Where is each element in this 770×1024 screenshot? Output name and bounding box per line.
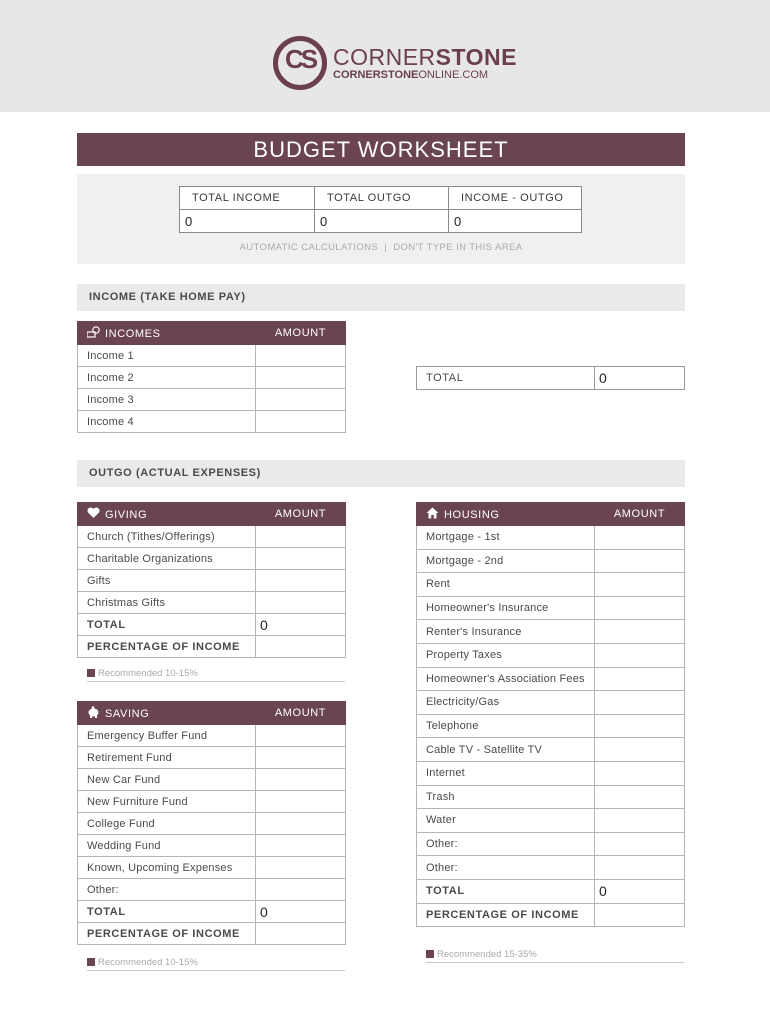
saving-amount-input[interactable] (256, 879, 346, 901)
giving-row-label: Charitable Organizations (78, 548, 256, 570)
giving-table (77, 502, 346, 658)
housing-amount-header: AMOUNT (595, 503, 685, 526)
saving-table (77, 701, 346, 945)
housing-amount-input[interactable] (595, 620, 685, 644)
giving-row-label: Church (Tithes/Offerings) (78, 526, 256, 548)
incomes-amount-header: AMOUNT (256, 322, 346, 345)
total-income-value: 0 (180, 210, 315, 233)
saving-header: SAVING (78, 702, 256, 725)
saving-percent-label: PERCENTAGE OF INCOME (78, 923, 256, 945)
giving-amount-input[interactable] (256, 548, 346, 570)
saving-row-label: Other: (78, 879, 256, 901)
housing-row-label: Mortgage - 1st (417, 526, 595, 550)
income-amount-input[interactable] (256, 411, 346, 433)
housing-amount-input[interactable] (595, 526, 685, 550)
housing-amount-input[interactable] (595, 809, 685, 833)
housing-amount-input[interactable] (595, 549, 685, 573)
giving-row-label: Gifts (78, 570, 256, 592)
giving-recommended: Recommended 10-15% (87, 668, 345, 682)
saving-recommended: Recommended 10-15% (87, 957, 345, 971)
saving-row-label: New Furniture Fund (78, 791, 256, 813)
giving-amount-input[interactable] (256, 570, 346, 592)
housing-amount-input[interactable] (595, 761, 685, 785)
giving-percent-value (256, 636, 346, 658)
housing-row-label: Other: (417, 832, 595, 856)
incomes-header: INCOMES (78, 322, 256, 345)
income-total-label: TOTAL (417, 367, 595, 390)
saving-row-label: Emergency Buffer Fund (78, 725, 256, 747)
heart-icon (87, 507, 100, 519)
header-band (0, 0, 770, 112)
giving-total-value: 0 (256, 614, 346, 636)
saving-amount-input[interactable] (256, 747, 346, 769)
page-title: BUDGET WORKSHEET (77, 133, 685, 166)
info-icon (426, 950, 434, 958)
housing-row-label: Other: (417, 856, 595, 880)
housing-amount-input[interactable] (595, 856, 685, 880)
housing-row-label: Rent (417, 573, 595, 597)
saving-total-label: TOTAL (78, 901, 256, 923)
saving-row-label: College Fund (78, 813, 256, 835)
giving-amount-input[interactable] (256, 592, 346, 614)
housing-row-label: Water (417, 809, 595, 833)
housing-row-label: Property Taxes (417, 643, 595, 667)
housing-percent-value (595, 903, 685, 927)
housing-amount-input[interactable] (595, 643, 685, 667)
housing-row-label: Cable TV - Satellite TV (417, 738, 595, 762)
saving-row-label: Known, Upcoming Expenses (78, 857, 256, 879)
total-income-header: TOTAL INCOME (180, 187, 315, 210)
income-amount-input[interactable] (256, 389, 346, 411)
saving-total-value: 0 (256, 901, 346, 923)
income-minus-outgo-value: 0 (449, 210, 582, 233)
income-row-label: Income 1 (78, 345, 256, 367)
saving-amount-input[interactable] (256, 835, 346, 857)
housing-total-value: 0 (595, 879, 685, 903)
saving-amount-header: AMOUNT (256, 702, 346, 725)
incomes-table (77, 321, 346, 433)
info-icon (87, 958, 95, 966)
giving-header: GIVING (78, 503, 256, 526)
housing-row-label: Homeowner's Association Fees (417, 667, 595, 691)
piggy-bank-icon (87, 706, 100, 718)
housing-amount-input[interactable] (595, 667, 685, 691)
income-row-label: Income 2 (78, 367, 256, 389)
housing-table (416, 502, 685, 927)
income-total-box (416, 366, 685, 390)
info-icon (87, 669, 95, 677)
housing-row-label: Homeowner's Insurance (417, 596, 595, 620)
housing-row-label: Mortgage - 2nd (417, 549, 595, 573)
housing-row-label: Telephone (417, 714, 595, 738)
housing-row-label: Internet (417, 761, 595, 785)
outgo-section-title: OUTGO (ACTUAL EXPENSES) (77, 460, 685, 487)
income-minus-outgo-header: INCOME - OUTGO (449, 187, 582, 210)
saving-amount-input[interactable] (256, 813, 346, 835)
money-icon (87, 326, 100, 338)
total-outgo-header: TOTAL OUTGO (315, 187, 449, 210)
total-outgo-value: 0 (315, 210, 449, 233)
giving-row-label: Christmas Gifts (78, 592, 256, 614)
saving-row-label: Retirement Fund (78, 747, 256, 769)
housing-amount-input[interactable] (595, 738, 685, 762)
housing-amount-input[interactable] (595, 596, 685, 620)
brand-name: CORNERSTONE (333, 44, 517, 70)
housing-row-label: Electricity/Gas (417, 691, 595, 715)
housing-recommended: Recommended 15-35% (426, 949, 684, 963)
housing-header: HOUSING (417, 503, 595, 526)
saving-row-label: New Car Fund (78, 769, 256, 791)
automatic-calculations-note: AUTOMATIC CALCULATIONS | DON'T TYPE IN THIS AREA (239, 242, 523, 253)
housing-total-label: TOTAL (417, 879, 595, 903)
giving-total-label: TOTAL (78, 614, 256, 636)
housing-amount-input[interactable] (595, 573, 685, 597)
saving-percent-value (256, 923, 346, 945)
brand-url: CORNERSTONEONLINE.COM (333, 69, 489, 81)
income-section-title: INCOME (TAKE HOME PAY) (77, 284, 685, 311)
logo-mark: CS (284, 44, 316, 74)
housing-percent-label: PERCENTAGE OF INCOME (417, 903, 595, 927)
saving-amount-input[interactable] (256, 791, 346, 813)
income-amount-input[interactable] (256, 367, 346, 389)
income-total-value: 0 (595, 367, 685, 390)
income-amount-input[interactable] (256, 345, 346, 367)
housing-amount-input[interactable] (595, 714, 685, 738)
housing-amount-input[interactable] (595, 832, 685, 856)
saving-amount-input[interactable] (256, 725, 346, 747)
income-row-label: Income 4 (78, 411, 256, 433)
summary-panel (77, 174, 685, 264)
housing-amount-input[interactable] (595, 785, 685, 809)
housing-amount-input[interactable] (595, 691, 685, 715)
housing-row-label: Trash (417, 785, 595, 809)
saving-amount-input[interactable] (256, 857, 346, 879)
saving-amount-input[interactable] (256, 769, 346, 791)
giving-percent-label: PERCENTAGE OF INCOME (78, 636, 256, 658)
income-row-label: Income 3 (78, 389, 256, 411)
housing-row-label: Renter's Insurance (417, 620, 595, 644)
saving-row-label: Wedding Fund (78, 835, 256, 857)
summary-table (179, 186, 582, 233)
giving-amount-header: AMOUNT (256, 503, 346, 526)
giving-amount-input[interactable] (256, 526, 346, 548)
cornerstone-logo (273, 36, 517, 92)
house-icon (426, 507, 439, 519)
